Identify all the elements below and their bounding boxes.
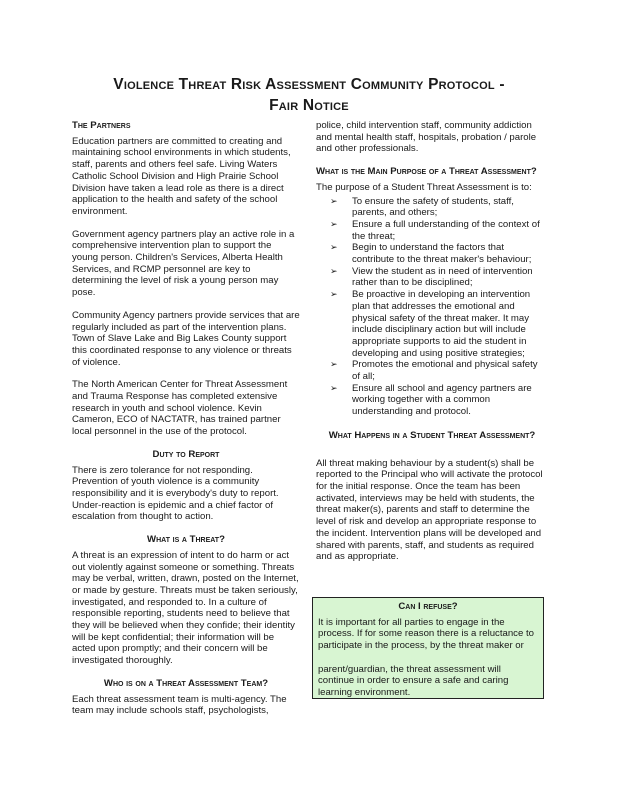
partners-paragraph-1: Education partners are committed to creating and maintaining school environments in which students, staff, parents and others feel safe. Living Waters Catholic School Division and High Prairie School Division have taken a lead role as there is a direct application to the health and safety of the school environment.	[72, 135, 291, 217]
purpose-list-item-text: Begin to understand the factors that contribute to the threat maker's behaviour;	[352, 242, 532, 266]
purpose-list-item	[330, 242, 548, 265]
arrow-bullet-icon: ➢	[330, 218, 338, 229]
purpose-list-item-text: Promotes the emotional and physical safety of all;	[352, 359, 538, 383]
left-column	[72, 120, 300, 728]
happens-paragraph: All threat making behaviour by a student(s) shall be reported to the Principal who will activate the protocol for the initial response. Once the team has been activated, interviews may be held with students, the threat maker(s), parents and staff to determine the level of risk and develop an appropriate response to the incident. Intervention plans will be developed and shared with parents, staff, and students as required and as appropriate.	[316, 457, 543, 563]
title-line-1: Violence Threat Risk Assessment Community Protocol -	[113, 76, 505, 93]
team-heading: Who is on a Threat Assessment Team?	[103, 677, 269, 689]
purpose-list-item	[330, 359, 548, 382]
happens-heading: What Happens in a Student Threat Assessment?	[328, 429, 536, 441]
team-paragraph: Each threat assessment team is multi-agency. The team may include schools staff, psychologists,	[72, 693, 287, 717]
arrow-bullet-icon: ➢	[330, 359, 338, 370]
purpose-list-item-text: To ensure the safety of students, staff, parents, and others;	[352, 195, 514, 219]
page-title	[40, 74, 578, 116]
purpose-list-item	[330, 196, 548, 219]
partners-paragraph-2: Government agency partners play an active role in a comprehensive intervention plan to support the young person. Children's Services, Alberta Health Services, and RCMP personnel are key to determining the level of risk a young person may pose.	[72, 228, 295, 299]
purpose-heading: What is the Main Purpose of a Threat Assessment?	[316, 166, 537, 178]
title-line-2: Fair Notice	[269, 97, 349, 114]
right-column	[316, 120, 548, 574]
arrow-bullet-icon: ➢	[330, 289, 338, 300]
refuse-paragraph-2: parent/guardian, the threat assessment will continue in order to ensure a safe and caring learning environment.	[318, 663, 509, 698]
purpose-list-item-text: View the student as in need of intervention rather than to be disciplined;	[352, 265, 533, 289]
can-i-refuse-box	[312, 597, 544, 699]
purpose-list-item	[330, 383, 548, 418]
refuse-paragraph-1: It is important for all parties to engage in the process. If for some reason there is a reluctance to participate in the process, by the threat maker or	[318, 616, 534, 652]
purpose-list	[316, 196, 548, 418]
team-paragraph-continued: police, child intervention staff, community addiction and mental health staff, hospitals, probation / parole and other professionals.	[316, 120, 537, 155]
purpose-list-item-text: Ensure a full understanding of the context of the threat;	[352, 218, 540, 242]
arrow-bullet-icon: ➢	[330, 195, 338, 206]
arrow-bullet-icon: ➢	[330, 242, 338, 253]
refuse-heading: Can I refuse?	[398, 601, 458, 612]
purpose-list-item	[330, 266, 548, 289]
purpose-intro: The purpose of a Student Threat Assessment is to:	[316, 181, 532, 193]
partners-paragraph-3: Community Agency partners provide services that are regularly included as part of the intervention plans. Town of Slave Lake and Big Lakes County support this coordinated response to any violence or threats of violence.	[72, 309, 300, 368]
purpose-list-item-text: Ensure all school and agency partners are working together with a common understanding and protocol.	[352, 382, 532, 418]
arrow-bullet-icon: ➢	[330, 382, 338, 393]
arrow-bullet-icon: ➢	[330, 265, 338, 276]
threat-paragraph: A threat is an expression of intent to do harm or act out violently against someone or something. Threats may be verbal, written, drawn, posted on the Internet, or made by gesture. Threats must be taken seriously, investigated, and responded to. In a culture of responsible reporting, students need to believe that they will be believed when they confide; their identity will be kept confidential; their information will be acted upon promptly; and their concern will be investigated thoroughly.	[72, 549, 299, 667]
threat-heading: What is a Threat?	[147, 534, 225, 546]
purpose-list-item	[330, 219, 548, 242]
purpose-list-item	[330, 289, 548, 359]
duty-heading: Duty to Report	[152, 448, 220, 460]
duty-paragraph: There is zero tolerance for not responding. Prevention of youth violence is a community responsibility and it is everybody's duty to report. Under-reaction is epidemic and a chief factor of escalation from thought to action.	[72, 464, 279, 523]
partners-heading: The Partners	[72, 120, 131, 131]
partners-paragraph-4: The North American Center for Threat Assessment and Trauma Response has completed extensive research in youth and school violence. Kevin Cameron, ECO of NACTATR, has trained partner local personnel in the use of the protocol.	[72, 379, 288, 438]
purpose-list-item-text: Be proactive in developing an intervention plan that addresses the emotional and physical safety of the threat maker. It may include disciplinary action but will include appropriate supports to aid the student in developing and using positive strategies;	[352, 289, 531, 359]
